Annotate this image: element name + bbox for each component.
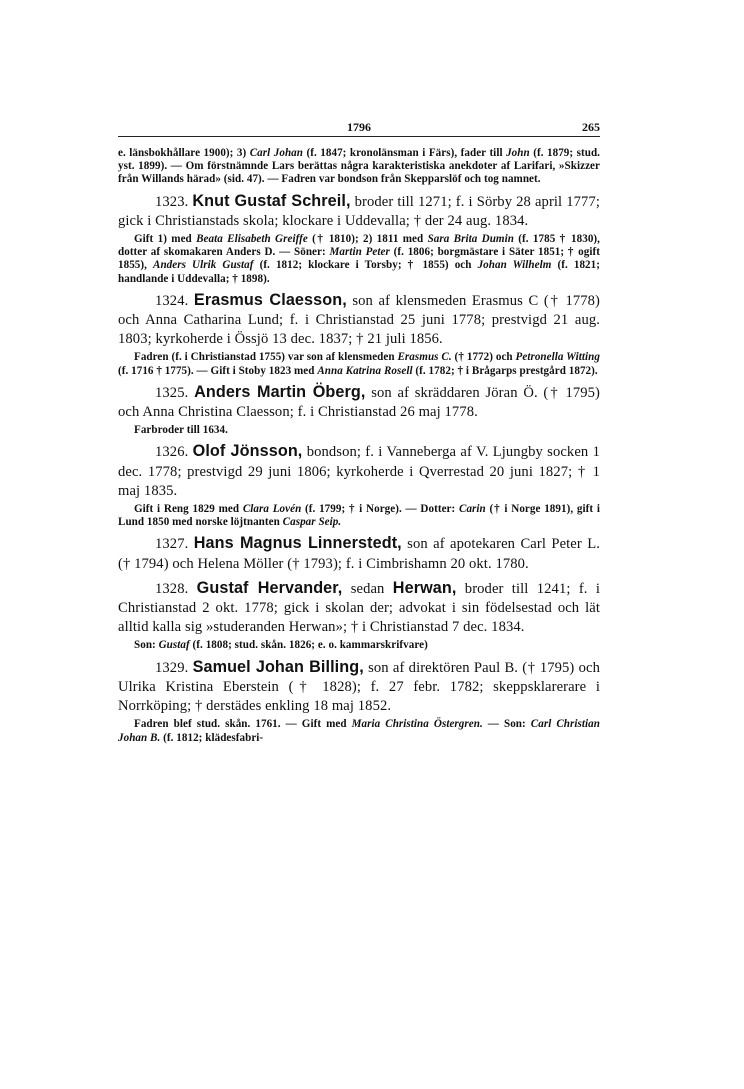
entry-number: 1325. [155, 384, 195, 401]
text-run: († i Norge 1891), gift i Lund 1850 med norske löjtnanten [118, 503, 600, 529]
text-run: — Son: [482, 718, 531, 731]
page-body [118, 147, 600, 745]
page-header [118, 118, 600, 137]
text-run: son af direktören Paul B. († 1795) och Ulrika Kristina Eberstein († 1828); f. 27 febr. 1782; skeppsklarerare i Norrköping; † derstädes enkling 18 maj 1852. [118, 659, 600, 715]
entry-note [118, 503, 600, 529]
text-run: (f. 1716 † 1775). — Gift i Stoby 1823 med [118, 364, 318, 377]
entry-note [118, 233, 600, 286]
italic-name: Carl Christian Johan B. [118, 718, 600, 744]
running-head-year: 1796 [347, 120, 371, 134]
italic-name: Anna Katrina Rosell [317, 364, 413, 377]
text-run: Son: [134, 639, 159, 652]
text-run: (f. 1785 † 1830), dotter af skomakaren Anders D. — Söner: [118, 233, 600, 259]
italic-name: Erasmus C. [397, 351, 452, 364]
italic-name: Carl Johan [249, 147, 303, 159]
italic-name: Carin [459, 503, 486, 516]
italic-name: Caspar Seip. [282, 516, 342, 529]
entry-number: 1324. [155, 292, 194, 309]
entry-note [118, 718, 600, 744]
text-run: Gift i Reng 1829 med [134, 503, 243, 516]
text-run: son af apotekaren Carl Peter L. († 1794) och Helena Möller († 1793); f. i Cimbrishamn 20 okt. 1780. [118, 536, 600, 572]
text-run: son af skräddaren Jöran Ö. († 1795) och Anna Christina Claesson; f. i Christianstad 26 maj 1778. [118, 384, 600, 421]
biography-entry [118, 442, 600, 501]
text-run: († 1810); 2) 1811 med [307, 233, 428, 246]
book-page [118, 118, 600, 745]
italic-name: Martin Peter [329, 246, 390, 259]
italic-name: Sara Brita Dumin [427, 233, 514, 246]
text-run: (f. 1847; kronolänsman i Färs), fader till [303, 147, 507, 159]
italic-name: Maria Christina Östergren. [351, 718, 483, 731]
text-run: bondson; f. i Vanneberga af V. Ljungby socken 1 dec. 1778; prestvigd 29 juni 1806; kyrkoherde i Qverrestad 20 juni 1827; † 1 maj 1835. [118, 444, 600, 499]
text-run: (f. 1799; † i Norge). — Dotter: [301, 503, 460, 516]
text-run: Fadren blef stud. skån. 1761. — Gift med [134, 718, 352, 731]
biography-entry [118, 383, 600, 422]
person-name: Knut Gustaf Schreil, [192, 191, 351, 210]
entry-number: 1328. [155, 580, 197, 597]
text-run: (f. 1782; † i Brågarps prestgård 1872). [412, 364, 598, 377]
text-run: Farbroder till 1634. [134, 424, 228, 437]
entry-note [118, 639, 600, 652]
biography-entry [118, 579, 600, 638]
entry-number: 1329. [155, 659, 193, 676]
biography-entry [118, 192, 600, 231]
text-run: Fadren (f. i Christianstad 1755) var son af klensmeden [134, 351, 398, 364]
italic-name: John [506, 147, 530, 159]
text-run: (f. 1812; klädesfabri- [160, 731, 264, 744]
entry-number: 1323. [155, 193, 193, 210]
italic-name: Petronella Witting [515, 351, 600, 364]
text-run: broder till 1271; f. i Sörby 28 april 1777; gick i Christianstads skola; klockare i Uddevalla; † der 24 aug. 1834. [118, 193, 600, 229]
biography-entry [118, 534, 600, 573]
person-name: Anders Martin Öberg, [194, 382, 366, 401]
entry-number: 1326. [155, 444, 193, 461]
person-name: Erasmus Claesson, [193, 290, 347, 309]
text-run: broder till 1241; f. i Christianstad 2 okt. 1778; gick i skolan der; advokat i sin födelsestad och lät alltid kalla sig »studeranden Herwan»; † i Christianstad 7 dec. 1834. [118, 580, 601, 636]
italic-name: Gustaf [158, 639, 190, 652]
text-run: Gift 1) med [134, 233, 197, 246]
person-name: Olof Jönsson, [192, 442, 303, 461]
page-number: 265 [582, 120, 600, 134]
italic-name: Beata Elisabeth Greiffe [196, 233, 308, 246]
italic-name: Anders Ulrik Gustaf [153, 259, 254, 272]
biography-entry [118, 291, 600, 350]
biography-entry [118, 658, 600, 717]
text-run: (f. 1821; handlande i Uddevalla; † 1898). [118, 259, 600, 285]
entry-note [118, 147, 600, 187]
entry-note [118, 351, 600, 377]
text-run: sedan [342, 580, 393, 597]
text-run: e. länsbokhållare 1900); 3) [118, 147, 250, 159]
entry-note [118, 424, 600, 437]
text-run: (f. 1879; stud. yst. 1899). — Om förstnämnde Lars berättas några karakteristiska anekdoter af Larifari, »Skizzer från Willands härad» (sid. 47). — Fadren var bondson från Skepparslöf och tog namnet. [118, 147, 600, 186]
italic-name: Clara Lovén [242, 503, 302, 516]
entry-number: 1327. [155, 536, 194, 553]
italic-name: Johan Wilhelm [477, 259, 552, 272]
text-run: (f. 1812; klockare i Torsby; † 1855) och [253, 259, 478, 272]
person-name: Samuel Johan Billing, [192, 657, 364, 676]
text-run: (f. 1806; borgmästare i Säter 1851; † ogift 1855), [118, 246, 600, 272]
person-name: Herwan, [392, 578, 457, 597]
text-run: son af klensmeden Erasmus C († 1778) och Anna Catharina Lund; f. i Christianstad 25 juni 1778; prestvigd 21 aug. 1803; kyrkoherde i Össjö 13 dec. 1837; † 21 juli 1856. [118, 292, 600, 348]
person-name: Gustaf Hervander, [196, 578, 343, 597]
text-run: († 1772) och [451, 351, 516, 364]
person-name: Hans Magnus Linnerstedt, [193, 534, 402, 553]
text-run: (f. 1808; stud. skån. 1826; e. o. kammarskrifvare) [189, 639, 428, 652]
